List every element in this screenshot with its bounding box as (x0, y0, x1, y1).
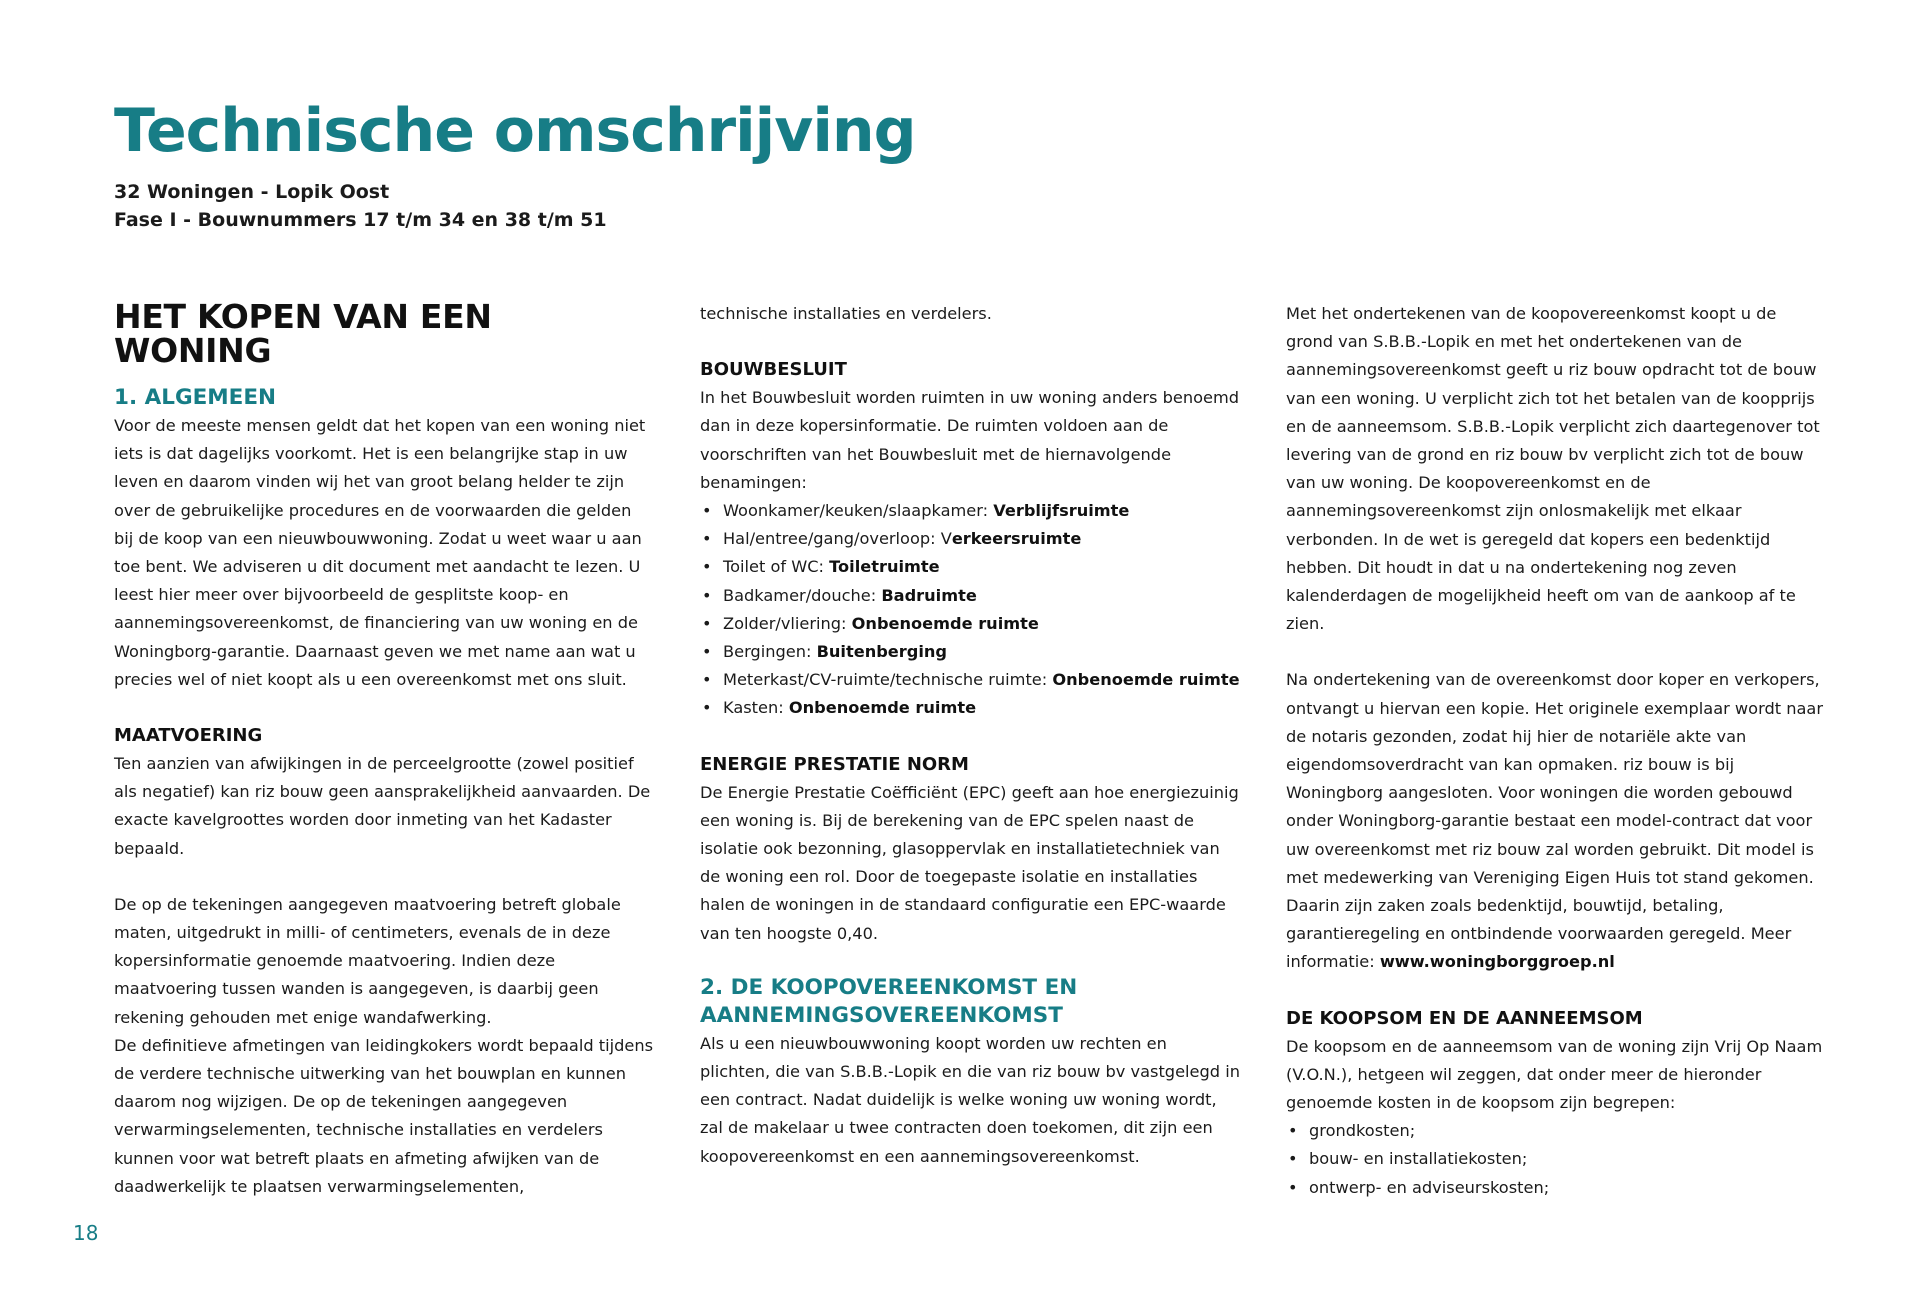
list-item: • Hal/entree/gang/overloop: Verkeersruimte (700, 525, 1240, 553)
column-3 (1286, 300, 1826, 1202)
koopsom-text: De koopsom en de aanneemsom van de woning zijn Vrij Op Naam (V.O.N.), hetgeen wil zeggen, dat onder meer de hieronder genoemde kosten in de koopsom zijn begrepen: (1286, 1036, 1823, 1113)
list-item: • Bergingen: Buitenberging (700, 638, 1240, 666)
page-title: Technische omschrijving (114, 96, 916, 166)
epn-heading: ENERGIE PRESTATIE NORM (700, 753, 969, 775)
phase-subtitle: Fase I - Bouwnummers 17 t/m 34 en 38 t/m 51 (114, 209, 607, 231)
list-item: • grondkosten; (1286, 1117, 1826, 1145)
maatvoering-paragraph-3: De definitieve afmetingen van leidingkokers wordt bepaald tijdens de verdere technische uitwerking van het bouwplan en kunnen daarom nog wijzigen. De op de tekeningen aangegeven verwarmingselementen, technische installaties en verdelers kunnen voor wat betreft plaats en afmeting afwijken van de daadwerkelijk te plaatsen verwarmingselementen, (114, 1035, 654, 1196)
list-item: • Kasten: Onbenoemde ruimte (700, 694, 1240, 722)
koopovereenkomst-text: Als u een nieuwbouwwoning koopt worden uw rechten en plichten, die van S.B.B.-Lopik en die van riz bouw bv vastgelegd in een contract. Nadat duidelijk is welke woning uw woning wordt, zal de makelaar u twee contracten doen toekomen, dit zijn een koopovereenkomst en een aannemingsovereenkomst. (700, 1033, 1240, 1166)
overeenkomst-paragraph-2: Na ondertekening van de overeenkomst door koper en verkopers, ontvangt u hiervan een kopie. Het originele exemplaar wordt naar de notaris gezonden, zodat hij hier de notariële akte van eigendomsoverdracht van kan opmaken. riz bouw is bij Woningborg aangesloten. Voor woningen die worden gebouwd onder Woningborg-garantie bestaat een model-contract dat voor uw overeenkomst met riz bouw zal worden gebruikt. Dit model is met medewerking van Vereniging Eigen Huis tot stand gekomen. Daarin zijn zaken zoals bedenktijd, bouwtijd, betaling, garantieregeling en ontbindende voorwaarden geregeld. Meer informatie: www.woningborggroep.nl (1286, 670, 1823, 972)
maatvoering-paragraph-3-continued: technische installaties en verdelers. (700, 304, 992, 323)
maatvoering-paragraph-2: De op de tekeningen aangegeven maatvoering betreft globale maten, uitgedrukt in milli- of centimeters, evenals de in deze kopersinformatie genoemde maatvoering. Indien deze maatvoering tussen wanden is aangegeven, is daarbij geen rekening gehouden met enige wandafwerking. (114, 894, 621, 1027)
maatvoering-paragraph-1: Ten aanzien van afwijkingen in de perceelgrootte (zowel positief als negatief) kan riz bouw geen aansprakelijkheid aanvaarden. De exacte kavelgroottes worden door inmeting van het Kadaster bepaald. (114, 754, 651, 858)
woningborg-link[interactable]: www.woningborggroep.nl (1379, 952, 1615, 972)
section-title: HET KOPEN VAN EEN WONING (114, 297, 492, 370)
epn-text: De Energie Prestatie Coëfficiënt (EPC) geeft aan hoe energiezuinig een woning is. Bij de berekening van de EPC spelen naast de isolatie ook bezonning, glasoppervlak en installatietechniek van de woning een rol. Door de toegepaste isolatie en installaties halen de woningen in de standaard configuratie een EPC-waarde van ten hoogste 0,40. (700, 782, 1239, 943)
koopovereenkomst-heading-line-2: AANNEMINGSOVEREENKOMST (700, 1002, 1063, 1028)
koopsom-heading: DE KOOPSOM EN DE AANNEEMSOM (1286, 1007, 1643, 1029)
bouwbesluit-intro: In het Bouwbesluit worden ruimten in uw woning anders benoemd dan in deze kopersinformatie. De ruimten voldoen aan de voorschriften van het Bouwbesluit met de hiernavolgende benamingen: (700, 388, 1240, 492)
bouwbesluit-list (700, 497, 1240, 723)
overeenkomst-paragraph-1: Met het ondertekenen van de koopovereenkomst koopt u de grond van S.B.B.-Lopik en met het ondertekenen van de aannemingsovereenkomst geeft u riz bouw opdracht tot de bouw van een woning. U verplicht zich tot het betalen van de koopprijs en de aanneemsom. S.B.B.-Lopik verplicht zich daartegenover tot levering van de grond en riz bouw bv verplicht zich tot de bouw van uw woning. De koopovereenkomst en de aannemingsovereenkomst zijn onlosmakelijk met elkaar verbonden. In de wet is geregeld dat kopers een bedenktijd hebben. Dit houdt in dat u na ondertekening nog zeven kalenderdagen de mogelijkheid heeft om van de aankoop af te zien. (1286, 304, 1820, 634)
koopovereenkomst-heading-line-1: 2. DE KOOPOVEREENKOMST EN (700, 974, 1078, 1000)
list-item: • Woonkamer/keuken/slaapkamer: Verblijfsruimte (700, 497, 1240, 525)
algemeen-heading: 1. ALGEMEEN (114, 385, 277, 410)
project-subtitle: 32 Woningen - Lopik Oost (114, 181, 390, 203)
list-item: • Toilet of WC: Toiletruimte (700, 553, 1240, 581)
list-item: • Meterkast/CV-ruimte/technische ruimte: Onbenoemde ruimte (700, 666, 1240, 694)
list-item: • Zolder/vliering: Onbenoemde ruimte (700, 610, 1240, 638)
page-number: 18 (73, 1221, 99, 1245)
maatvoering-heading: MAATVOERING (114, 725, 263, 747)
koopsom-list (1286, 1117, 1826, 1202)
column-2 (700, 300, 1240, 1171)
algemeen-text: Voor de meeste mensen geldt dat het kopen van een woning niet iets is dat dagelijks voorkomt. Het is een belangrijke stap in uw leven en daarom vinden wij het van groot belang helder te zijn over de gebruikelijke procedures en de voorwaarden die gelden bij de koop van een nieuwbouwwoning. Zodat u weet waar u aan toe bent. We adviseren u dit document met aandacht te lezen. U leest hier meer over bijvoorbeeld de gesplitste koop- en aannemingsovereenkomst, de financiering van uw woning en de Woningborg-garantie. Daarnaast geven we met name aan wat u precies wel of niet koopt als u een overeenkomst met ons sluit. (114, 416, 646, 689)
list-item: • ontwerp- en adviseurskosten; (1286, 1174, 1826, 1202)
bouwbesluit-heading: BOUWBESLUIT (700, 359, 847, 381)
list-item: • Badkamer/douche: Badruimte (700, 582, 1240, 610)
column-1 (114, 297, 654, 1201)
list-item: • bouw- en installatiekosten; (1286, 1145, 1826, 1173)
